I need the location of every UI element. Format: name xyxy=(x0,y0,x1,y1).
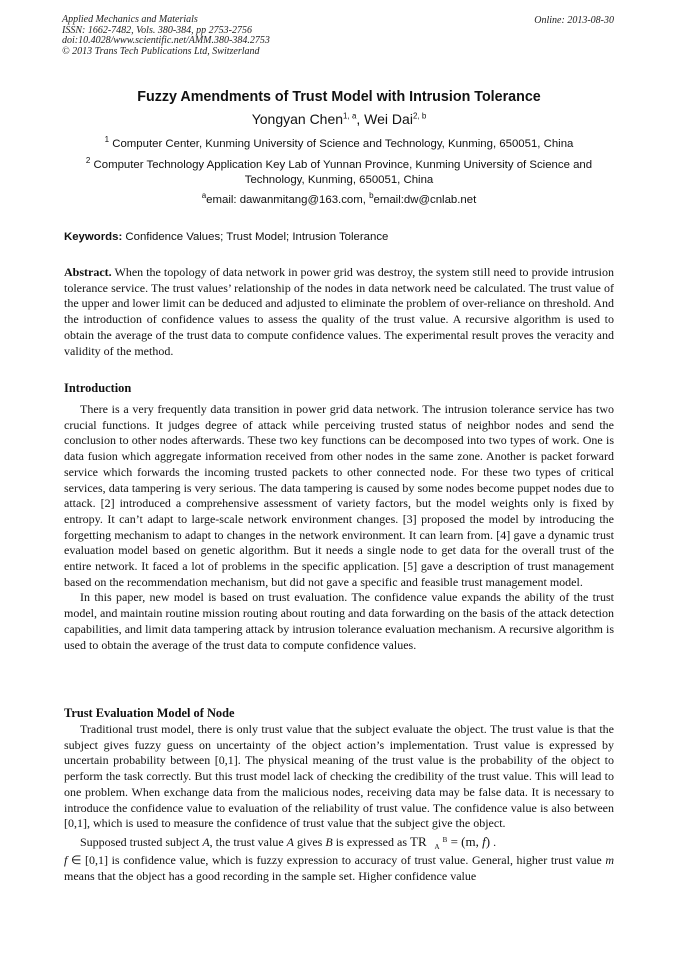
math-var: A xyxy=(202,834,210,849)
trust-paragraph-2 xyxy=(64,834,614,851)
introduction-body xyxy=(64,402,614,653)
affiliation-1-sup: 1 xyxy=(104,135,110,145)
text-run: means that the object has a good recording in the sample set. Higher confidence value xyxy=(64,868,477,883)
email-line xyxy=(0,191,678,206)
trust-paragraph-1: Traditional trust model, there is only trust value that the subject evaluate the object. The trust value is that the subject gives fuzzy guess on uncertainty of the object action’s implementation. Trust value is expressed by uncertain probability between [0,1]. The physical meaning of the trust value is the probability of the object to perform the task correctly. But this trust model lack of checking the credibility of the trust value. This will lead to one problem. When exchange data from the malicious nodes, receiving data may be false data. It is necessary to introduce the confidence value to evaluation of the reliability of trust value. The confidence value is also between [0,1], which is used to measure the confidence of trust value that the subject give the object. xyxy=(64,722,614,831)
email-a: email: dawanmitang@163.com, xyxy=(206,194,370,206)
text-run: . xyxy=(490,834,497,849)
author-separator: , xyxy=(356,111,365,127)
affiliation-2-sup: 2 xyxy=(85,156,91,166)
text-run: gives xyxy=(294,834,326,849)
journal-name: Applied Mechanics and Materials xyxy=(62,14,198,25)
affiliation-2 xyxy=(64,158,614,188)
math-interval: ∈ [0,1] xyxy=(67,852,108,867)
affiliation-1-text: Computer Center, Kunming University of Science and Technology, Kunming, 650051, China xyxy=(112,138,574,150)
math-var: f xyxy=(64,852,68,867)
math-var: B xyxy=(325,834,333,849)
introduction-paragraph-1: There is a very frequently data transition in power grid data network. The intrusion tolerance service has two crucial functions. It judges degree of attack while perceiving trusted status of neighbor nodes and send the conclusion to other nodes afterwards. These two key functions can be decomposed into two types of work. One is data fusion which aggregate information received from other nodes in the same zone. Another is packet forward service which forwards the incoming trusted packets to other connected node. For these two types of critical services, data tampering is very serious. The data tampering is caused by some nodes become puppet nodes due to attack. [2] introduced a comprehensive assessment of variety factors, but the model weights only is fixed by entropy. It can’t adapt to large-scale network environment changes. [3] proposed the model by introducing the forgetting mechanism to adapt to changes in the network environment. It can learn from. [4] gave a dynamic trust evaluation model based on genetic algorithm. But it needs a single node to get data for the overall trust of the entire network. It faced a lot of problems in the specific application. [5] gave a description of trust management based on the recommendation mechanism, but did not gave a specific and feasible trust management model. xyxy=(64,402,614,589)
author-2: Wei Dai xyxy=(364,111,413,127)
trust-evaluation-body xyxy=(64,722,614,884)
abstract-text: When the topology of data network in power grid was destroy, the system still need to provide intrusion tolerance service. The trust values’ relationship of the nodes in data network need be calculated. The trust value of the upper and lower limit can be deduced and adjusted to eliminate the problem of over-reliance on threshold. And the introduction of confidence values to assess the quality of the trust value. A recursive algorithm is used to obtain the average of the trust data to compute confidence values. The experimental result proves the veracity and validity of the method. xyxy=(64,265,614,358)
trust-paragraph-3 xyxy=(64,853,614,884)
author-1-sup: 1, a xyxy=(343,111,357,121)
formula-sub: A xyxy=(434,842,440,851)
online-date: Online: 2013-08-30 xyxy=(534,15,614,26)
section-introduction-heading: Introduction xyxy=(64,381,132,395)
email-b: email:dw@cnlab.net xyxy=(373,194,477,206)
formula-base: TR xyxy=(410,833,427,849)
paper-title: Fuzzy Amendments of Trust Model with Intrusion Tolerance xyxy=(137,89,541,105)
abstract-label: Abstract. xyxy=(64,265,112,279)
trust-formula xyxy=(410,834,490,849)
email-a-sup: a xyxy=(201,191,207,201)
journal-issn: ISSN: 1662-7482, Vols. 380-384, pp 2753-2756 xyxy=(62,24,252,36)
author-line xyxy=(0,111,678,127)
email-b-sup: b xyxy=(369,191,374,201)
keywords-label: Keywords: xyxy=(64,231,123,243)
text-run: is expressed as xyxy=(332,834,411,849)
journal-copyright: © 2013 Trans Tech Publications Ltd, Switzerland xyxy=(62,45,260,57)
affiliation-2-text: Computer Technology Application Key Lab of Yunnan Province, Kunming University of Science and Technology, Kunming, 650051, China xyxy=(93,159,593,186)
journal-header xyxy=(62,15,270,57)
keywords-text: Confidence Values; Trust Model; Intrusion Tolerance xyxy=(122,231,389,243)
author-2-sup: 2, b xyxy=(412,111,427,121)
formula-sup: B xyxy=(442,835,448,844)
formula-scripts xyxy=(427,837,448,851)
math-var: m xyxy=(605,852,615,867)
text-run: is confidence value, which is fuzzy expression to accuracy of trust value. General, higher trust value xyxy=(108,852,606,867)
text-run: , the trust value xyxy=(209,834,287,849)
journal-doi: doi:10.4028/www.scientific.net/AMM.380-384.2753 xyxy=(62,35,270,47)
author-1: Yongyan Chen xyxy=(251,111,344,127)
text-run: Supposed trusted subject xyxy=(80,834,203,849)
formula-eq: = (m, xyxy=(447,833,483,849)
math-var: A xyxy=(286,834,294,849)
abstract xyxy=(64,265,614,359)
affiliation-1 xyxy=(64,137,614,152)
section-trust-evaluation-heading: Trust Evaluation Model of Node xyxy=(64,706,235,720)
formula-close: ) xyxy=(485,833,491,849)
introduction-paragraph-2: In this paper, new model is based on trust evaluation. The confidence value expands the ability of the trust model, and maintain routine mission routing about routing and data forwarding on the basis of the attack detection capabilities, and limit data tampering attack by intrusion tolerance evaluation mechanism. A recursive algorithm is used to obtain the average of the trust data to compute confidence values. xyxy=(64,590,614,652)
formula-f: f xyxy=(482,833,486,849)
keywords xyxy=(64,231,614,243)
